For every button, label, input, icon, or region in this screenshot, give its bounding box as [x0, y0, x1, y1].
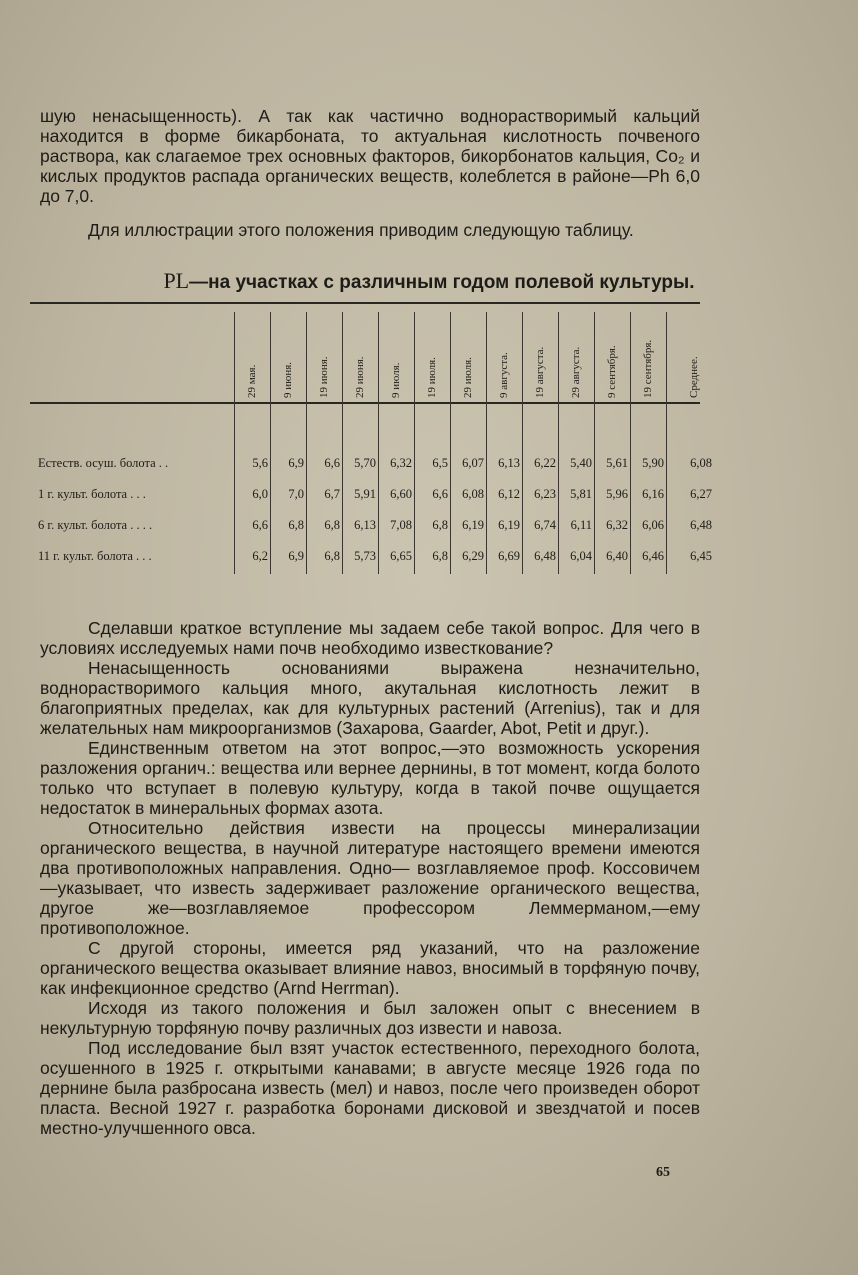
table-cell: 6,16: [642, 487, 664, 501]
body-paragraph-2: Ненасыщенность основаниями выражена незначительно, воднорастворимого кальция много, акутальная кислотность лежит в благоприятных пределах, как для культурных растений (Arrenius), так и для желательных нам микроорганизмов (Захарова, Gaarder, Abot, Petit и друг.).: [40, 658, 700, 738]
body-text: [40, 618, 700, 1138]
table-cell: 6,6: [252, 518, 268, 532]
table-cell: 7,08: [390, 518, 412, 532]
column-header: 29 мая.: [246, 364, 258, 398]
body-paragraph-3: Единственным ответом на этот вопрос,—это возможность ускорения разложения органич.: вещества или вернее дернины, в тот момент, когда болото только что вступает в полевую культуру, когда в такой почве ощущается недостаток в минеральных формах азота.: [40, 738, 700, 818]
intro-paragraph-2: Для иллюстрации этого положения приводим следующую таблицу.: [88, 220, 634, 240]
body-paragraph-4: Относительно действия извести на процессы минерализации органического вещества, в научной литературе настоящего времени имеются два противоположных направления. Одно— возглавляемое проф. Коссовичем—указывает, что известь задерживает разложение органического вещества, другое же—возглавляемое профессором Леммерманом,—ему противоположное.: [40, 818, 700, 938]
table-cell: 6,11: [570, 518, 592, 532]
intro-text: [40, 106, 700, 240]
column-divider: [558, 312, 559, 574]
table-cell: 6,6: [324, 456, 340, 470]
column-divider: [486, 312, 487, 574]
column-header: 9 июня.: [282, 361, 294, 398]
table-cell: 6,48: [534, 549, 556, 563]
body-paragraph-5: С другой стороны, имеется ряд указаний, что на разложение органического вещества оказывает влияние навоз, вносимый в торфяную почву, как инфекционное средство (Arnd Herrman).: [40, 938, 700, 998]
table-cell: 5,91: [354, 487, 376, 501]
column-header: 9 сентября.: [606, 345, 618, 398]
table-cell: 6,19: [498, 518, 520, 532]
column-divider: [522, 312, 523, 574]
table-cell: 6,27: [690, 487, 712, 501]
table-cell: 6,2: [252, 549, 268, 563]
intro-paragraph-1: шую ненасыщенность). А так как частично воднорастворимый кальций находится в форме бикарбоната, то актуальная кислотность почвеного раствора, как слагаемое трех основных факторов, бикорбонатов кальция, Co₂ и кислых продуктов распада органических веществ, колеблется в районе—Ph 6,0 до 7,0.: [40, 106, 700, 206]
body-paragraph-6: Исходя из такого положения и был заложен опыт с внесением в некультурную торфяную почву различных доз извести и навоза.: [40, 998, 700, 1038]
column-divider: [450, 312, 451, 574]
table-cell: 6,69: [498, 549, 520, 563]
table-cell: 5,90: [642, 456, 664, 470]
table-top-rule: [30, 302, 700, 304]
table-cell: 6,08: [690, 456, 712, 470]
table-title: [0, 268, 858, 294]
table-cell: 6,9: [288, 549, 304, 563]
column-header: 19 сентября.: [642, 339, 654, 398]
table-cell: 6,0: [252, 487, 268, 501]
table-cell: 6,12: [498, 487, 520, 501]
table-cell: 6,65: [390, 549, 412, 563]
table-cell: 6,6: [432, 487, 448, 501]
table-cell: 6,45: [690, 549, 712, 563]
column-divider: [306, 312, 307, 574]
table-cell: 6,60: [390, 487, 412, 501]
row-label: 11 г. культ. болота . . .: [38, 549, 152, 563]
table-header-rule: [30, 402, 700, 404]
column-header: 9 июля.: [390, 362, 402, 398]
table-cell: 6,13: [354, 518, 376, 532]
column-divider: [594, 312, 595, 574]
column-divider: [342, 312, 343, 574]
column-divider: [234, 312, 235, 574]
table-cell: 6,48: [690, 518, 712, 532]
table-title-text: —на участках с различным годом полевой культуры.: [189, 272, 695, 293]
table-cell: 6,29: [462, 549, 484, 563]
table-cell: 6,04: [570, 549, 592, 563]
table-cell: 5,40: [570, 456, 592, 470]
column-header: Среднее.: [688, 356, 700, 398]
table-cell: 5,6: [252, 456, 268, 470]
row-label: Естеств. осуш. болота . .: [38, 456, 169, 470]
column-header: 29 июля.: [462, 357, 474, 398]
table-cell: 7,0: [288, 487, 304, 501]
page-number: 65: [656, 1165, 670, 1180]
column-header: 19 августа.: [534, 346, 546, 398]
table-title-prefix: PL: [163, 268, 190, 293]
table-cell: 6,8: [288, 518, 304, 532]
column-header: 29 августа.: [570, 346, 582, 398]
row-label: 1 г. культ. болота . . .: [38, 487, 146, 501]
column-header: 19 июня.: [318, 356, 330, 398]
ph-table: [30, 298, 712, 588]
table-cell: 5,70: [354, 456, 376, 470]
table-cell: 5,96: [606, 487, 628, 501]
table-cell: 6,40: [606, 549, 628, 563]
table-cell: 6,8: [324, 549, 340, 563]
table-cell: 6,8: [432, 518, 448, 532]
table-cell: 6,8: [432, 549, 448, 563]
row-label: 6 г. культ. болота . . . .: [38, 518, 153, 532]
table-cell: 6,32: [606, 518, 628, 532]
table-cell: 6,13: [498, 456, 520, 470]
table-cell: 6,9: [288, 456, 304, 470]
column-divider: [378, 312, 379, 574]
table-cell: 6,46: [642, 549, 664, 563]
table-cell: 6,74: [534, 518, 556, 532]
table-cell: 6,08: [462, 487, 484, 501]
table-cell: 6,32: [390, 456, 412, 470]
column-header: 29 июня.: [354, 356, 366, 398]
table-cell: 6,22: [534, 456, 556, 470]
column-header: 19 июля.: [426, 357, 438, 398]
table-cell: 6,8: [324, 518, 340, 532]
table-cell: 6,19: [462, 518, 484, 532]
table-cell: 6,23: [534, 487, 556, 501]
table-cell: 5,73: [354, 549, 376, 563]
table-cell: 6,5: [432, 456, 448, 470]
column-header: 9 августа.: [498, 352, 510, 398]
column-divider: [630, 312, 631, 574]
table-cell: 5,61: [606, 456, 628, 470]
body-paragraph-1: Сделавши краткое вступление мы задаем себе такой вопрос. Для чего в условиях исследуемых нами почв необходимо известкование?: [40, 618, 700, 658]
table-cell: 6,7: [324, 487, 340, 501]
column-divider: [414, 312, 415, 574]
table-cell: 5,81: [570, 487, 592, 501]
table-cell: 6,07: [462, 456, 484, 470]
column-divider: [270, 312, 271, 574]
table-cell: 6,06: [642, 518, 664, 532]
body-paragraph-7: Под исследование был взят участок естественного, переходного болота, осушенного в 1925 г. открытыми канавами; в августе месяце 1926 года по дернине была разбросана известь (мел) и навоз, после чего произведен оборот пласта. Весной 1927 г. разработка боронами дисковой и звездчатой и посев местно-улучшенного овса.: [40, 1038, 700, 1138]
column-divider: [666, 312, 667, 574]
